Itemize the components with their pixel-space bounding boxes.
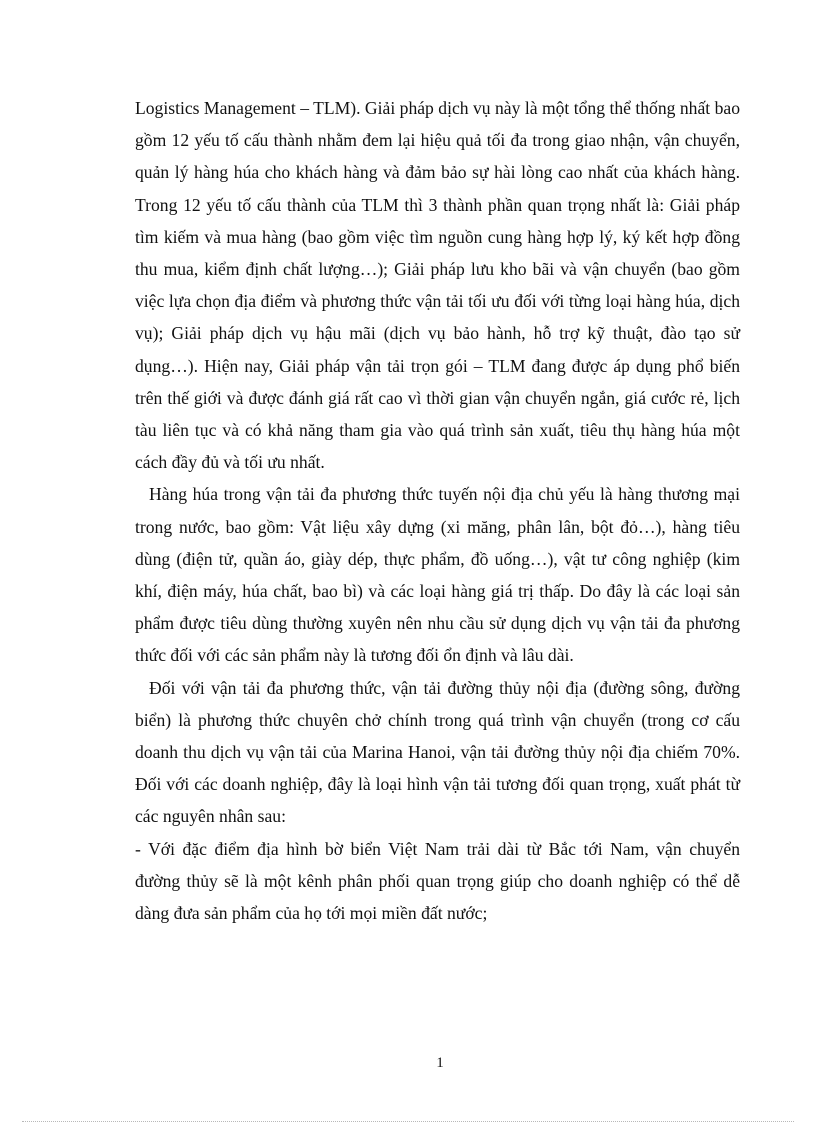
paragraph-domestic-goods: Hàng húa trong vận tải đa phương thức tuyến nội địa chủ yếu là hàng thương mại trong nước, bao gồm: Vật liệu xây dựng (xi măng, phân lân, bột đỏ…), hàng tiêu dùng (điện tử, quần áo, giày dép, thực phẩm, đồ uống…), vật tư công nghiệp (kim khí, điện máy, húa chất, bao bì) và các loại hàng giá trị thấp. Do đây là các loại sản phẩm được tiêu dùng thường xuyên nên nhu cầu sử dụng dịch vụ vận tải đa phương thức đối với các sản phẩm này là tương đối ổn định và lâu dài. [135,484,740,666]
page-bottom-divider [22,1121,794,1122]
paragraph-tlm-solution: Logistics Management – TLM). Giải pháp dịch vụ này là một tổng thể thống nhất bao gồm 12 yếu tố cấu thành nhằm đem lại hiệu quả tối đa trong giao nhận, vận chuyển, quản lý hàng húa cho khách hàng và đảm bảo sự hài lòng cao nhất của khách hàng. Trong 12 yếu tố cấu thành của TLM thì 3 thành phần quan trọng nhất là: Giải pháp tìm kiếm và mua hàng (bao gồm việc tìm nguồn cung hàng hợp lý, ký kết hợp đồng thu mua, kiểm định chất lượng…); Giải pháp lưu kho bãi và vận chuyển (bao gồm việc lựa chọn địa điểm và phương thức vận tải tối ưu đối với từng loại hàng húa, dịch vụ); Giải pháp dịch vụ hậu mãi (dịch vụ bảo hành, hỗ trợ kỹ thuật, đào tạo sử dụng…). Hiện nay, Giải pháp vận tải trọn gói – TLM đang được áp dụng phổ biến trên thế giới và được đánh giá rất cao vì thời gian vận chuyển ngắn, giá cước rẻ, lịch tàu liên tục và có khả năng tham gia vào quá trình sản xuất, tiêu thụ hàng húa một cách đầy đủ và tối ưu nhất. [135,98,740,473]
paragraph-waterway-transport: Đối với vận tải đa phương thức, vận tải đường thủy nội địa (đường sông, đường biển) là phương thức chuyên chở chính trong quá trình vận chuyển (trong cơ cấu doanh thu dịch vụ vận tải của Marina Hanoi, vận tải đường thủy nội địa chiếm 70%. Đối với các doanh nghiệp, đây là loại hình vận tải tương đối quan trọng, xuất phát từ các nguyên nhân sau: [135,677,740,827]
body-text [135,92,776,929]
paragraph-coastline-reason: - Với đặc điểm địa hình bờ biển Việt Nam trải dài từ Bắc tới Nam, vận chuyển đường thủy sẽ là một kênh phân phối quan trọng giúp cho doanh nghiệp có thể dễ dàng đưa sản phẩm của họ tới mọi miền đất nước; [135,838,776,924]
page-number: 1 [436,1055,444,1071]
